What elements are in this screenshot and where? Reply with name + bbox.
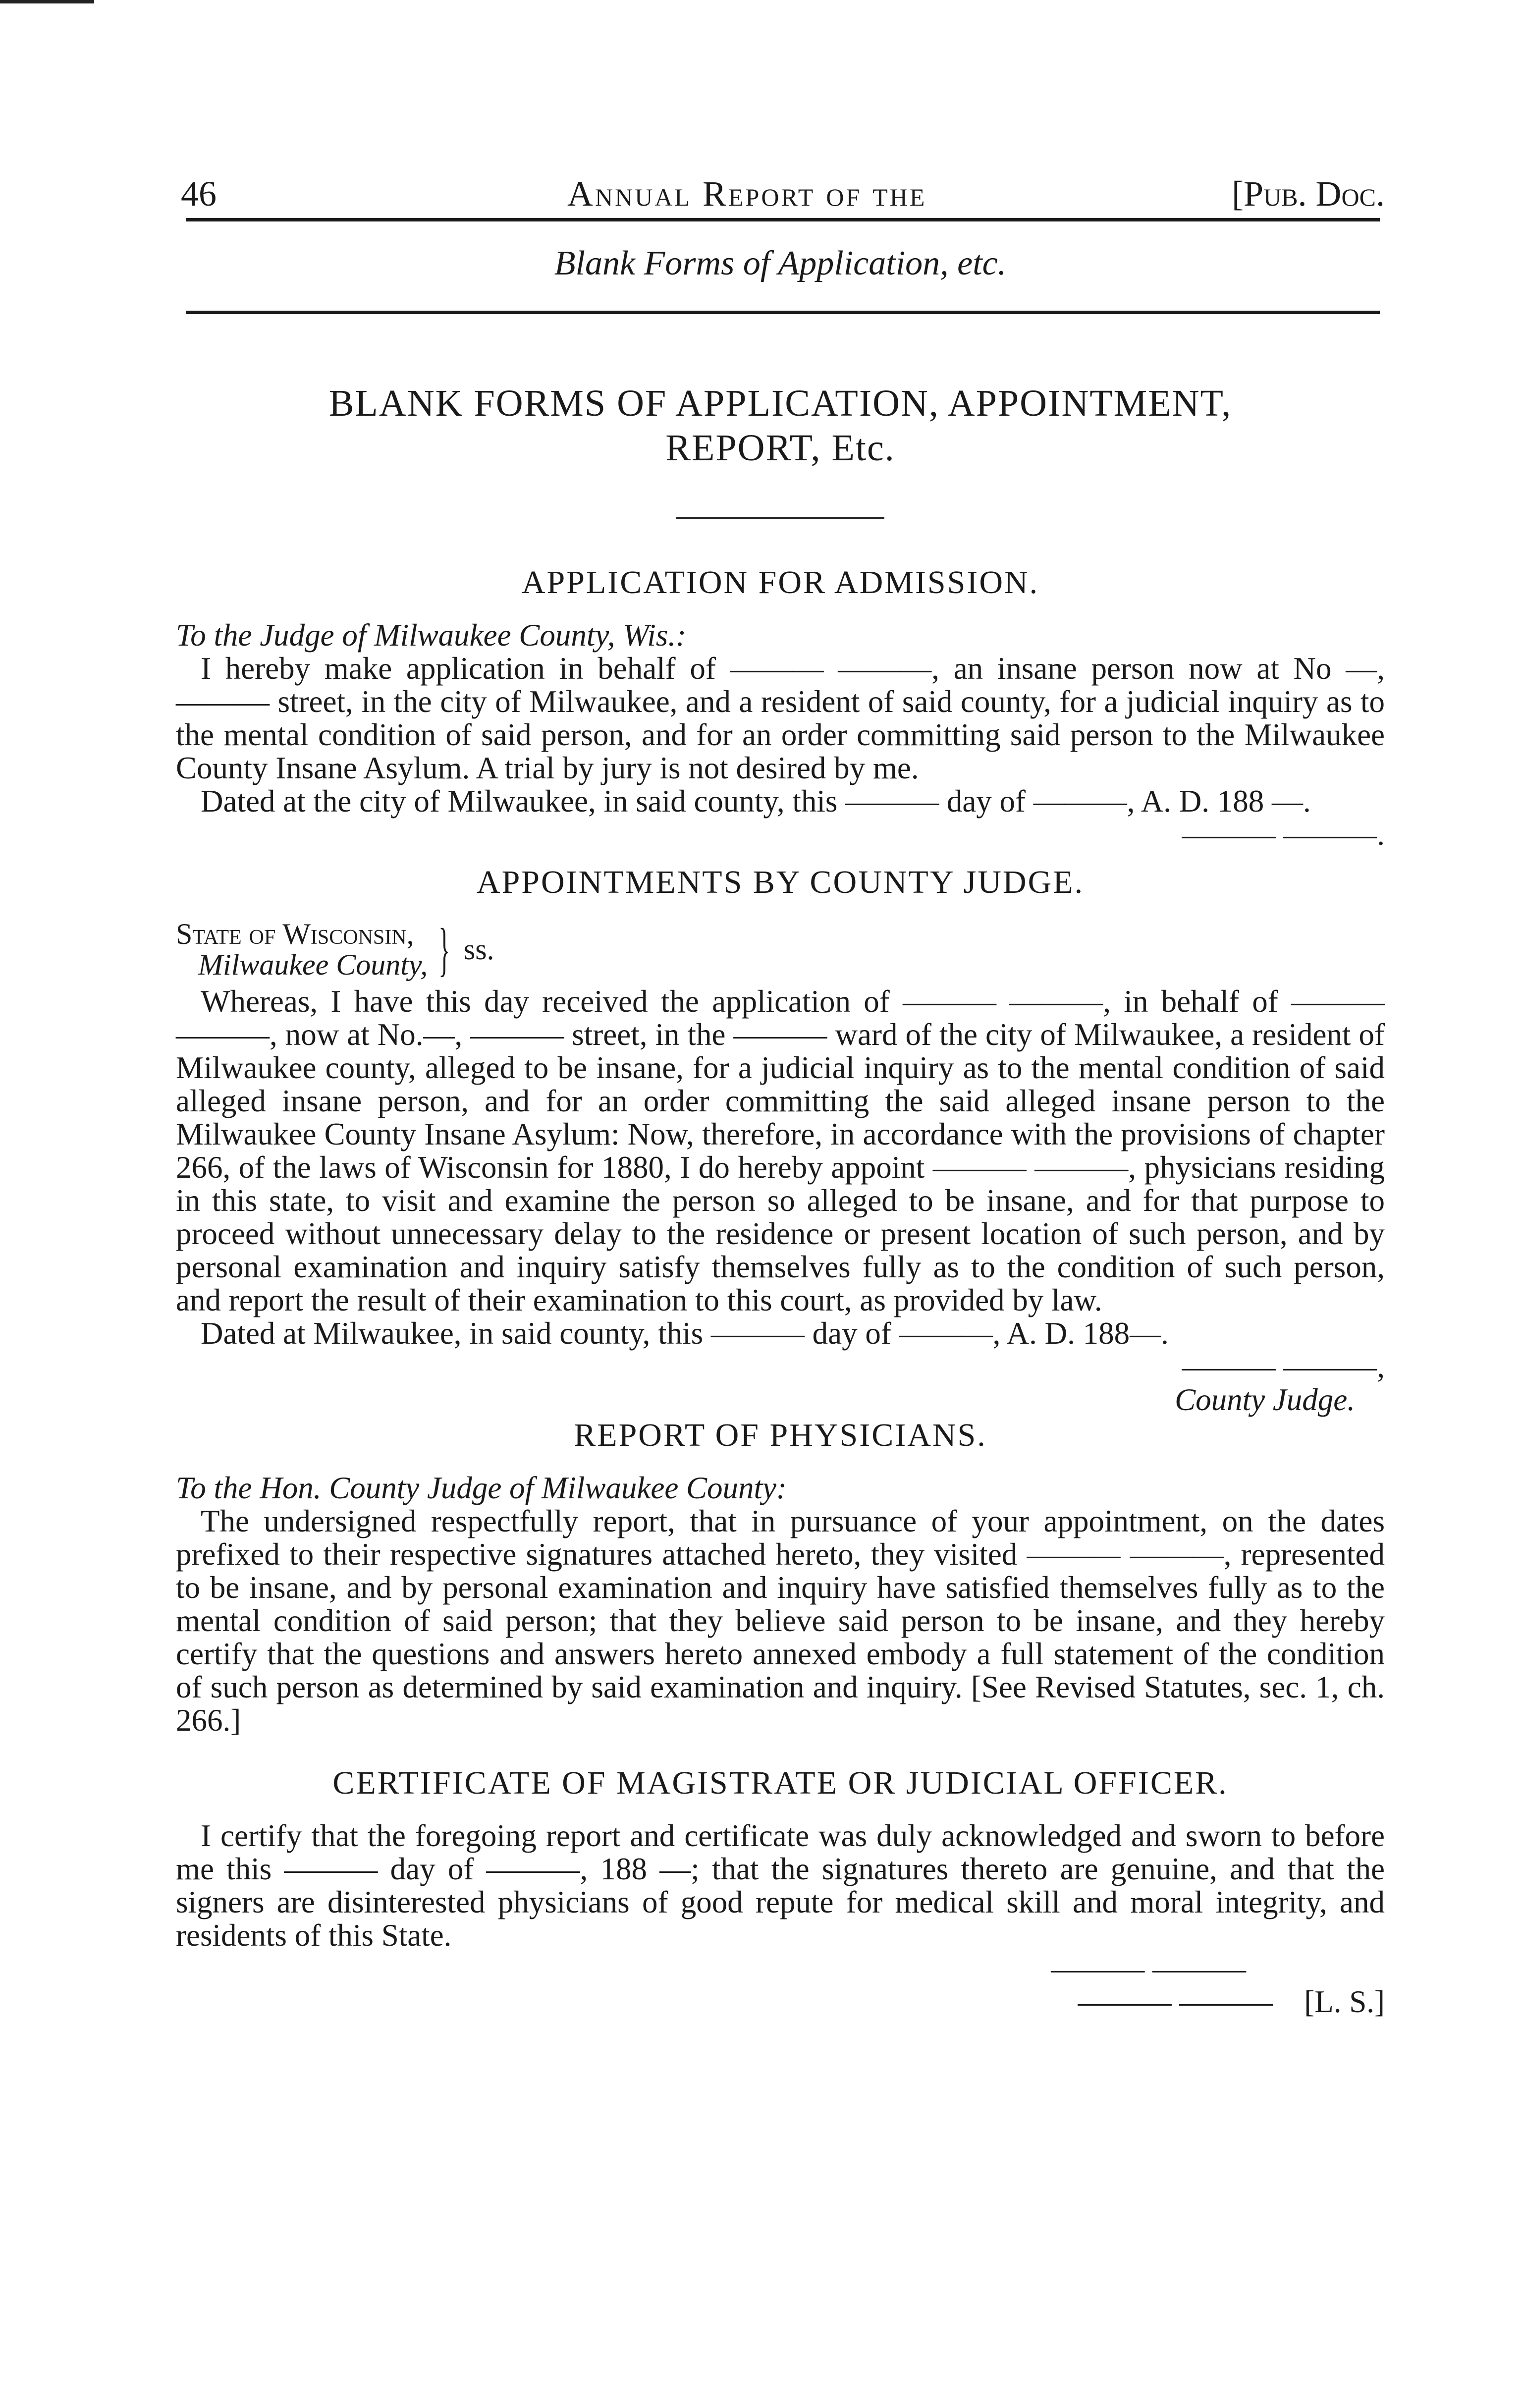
admission-addressee: To the Judge of Milwaukee County, Wis.:: [176, 618, 687, 653]
header-rule-bottom: [186, 311, 1380, 314]
title-divider: [676, 517, 884, 519]
venue-state: State of Wisconsin,: [176, 918, 414, 950]
appointments-signature: ——— ———,: [1182, 1349, 1385, 1384]
certificate-body: I certify that the foregoing report and certificate was duly acknowledged and sworn to before me this ——— day of ———, 188 —; that the signatures thereto are genuine, and that the signers are disinterested physicians of good repute for medical skill and moral integrity, and residents of this State.: [176, 1818, 1385, 1953]
admission-heading: APPLICATION FOR ADMISSION.: [521, 564, 1039, 601]
certificate-signature-line-2: ——— ———: [1078, 1984, 1273, 2019]
venue-ss: ss.: [463, 933, 494, 966]
venue-county: Milwaukee County,: [198, 948, 428, 981]
main-title: [176, 381, 1385, 470]
admission-dated: Dated at the city of Milwaukee, in said county, this ——— day of ———, A. D. 188 —.: [201, 784, 1311, 819]
admission-signature: ——— ———.: [1182, 817, 1385, 852]
header-rule-top: [186, 218, 1380, 221]
appointments-heading: APPOINTMENTS BY COUNTY JUDGE.: [476, 864, 1085, 900]
appointments-body: Whereas, I have this day received the application of ——— ———, in behalf of ——— ———, now at No.—, ——— street, in the ——— ward of the city of Milwaukee, a resident of Milwaukee county, alleged to be insane, for a judicial inquiry as to the mental condition of said alleged insane person, and for an order committing the said alleged insane person to the Milwaukee County Insane Asylum: Now, therefore, in accordance with the provisions of chapter 266, of the laws of Wisconsin for 1880, I do hereby appoint ——— ———, physicians residing in this state, to visit and examine the person so alleged to be insane, and for that purpose to proceed without unnecessary delay to the residence or present location of such person, and by personal examination and inquiry satisfy themselves fully as to the condition of such person, and report the result of their examination to this court, as provided by law.: [176, 984, 1385, 1317]
certificate-heading: CERTIFICATE OF MAGISTRATE OR JUDICIAL OFFICER.: [332, 1765, 1228, 1801]
certificate-signature-line: ——— ———: [1051, 1951, 1246, 1986]
admission-body: I hereby make application in behalf of ——— ———, an insane person now at No —, ——— street, in the city of Milwaukee, and a resident of said county, for a judicial inquiry as to the mental condition of said person, and for an order committing said person to the Milwaukee County Insane Asylum. A trial by jury is not desired by me.: [176, 651, 1385, 785]
report-heading: REPORT OF PHYSICIANS.: [574, 1417, 987, 1453]
main-title-line-1: BLANK FORMS OF APPLICATION, APPOINTMENT,: [328, 383, 1232, 424]
appointments-by-county-judge: [176, 864, 1385, 1417]
certificate-seal-row: [176, 1985, 1385, 2019]
certificate-of-magistrate: [176, 1764, 1385, 2019]
running-title: Annual Report of the: [567, 174, 927, 214]
appointments-dated: Dated at Milwaukee, in said county, this ——— day of ———, A. D. 188—.: [201, 1316, 1169, 1351]
seal-label: [L. S.]: [1304, 1984, 1385, 2019]
page: [176, 164, 1385, 2019]
venue-brace: }: [438, 916, 450, 982]
document-tag: [Pub. Doc.: [1232, 174, 1385, 214]
venue-block: [176, 916, 1385, 982]
report-addressee: To the Hon. County Judge of Milwaukee County:: [176, 1471, 787, 1505]
page-number: 46: [181, 174, 217, 214]
county-judge-title: County Judge.: [1175, 1382, 1355, 1417]
top-edge-mark: [0, 0, 94, 3]
report-of-physicians: [176, 1417, 1385, 1737]
main-title-line-2: REPORT, Etc.: [665, 427, 895, 469]
application-for-admission: [176, 564, 1385, 851]
page-header: [176, 164, 1385, 218]
section-subheading: Blank Forms of Application, etc.: [554, 244, 1007, 282]
report-body: The undersigned respectfully report, that in pursuance of your appointment, on the dates prefixed to their respective signatures attached hereto, they visited ——— ———, represented to be insane, and by personal examination and inquiry have satisfied themselves fully as to the mental condition of said person; that they believe said person to be insane, and they hereby certify that the questions and answers hereto annexed embody a full statement of the condition of such person as determined by said examination and inquiry. [See Revised Statutes, sec. 1, ch. 266.]: [176, 1504, 1385, 1738]
